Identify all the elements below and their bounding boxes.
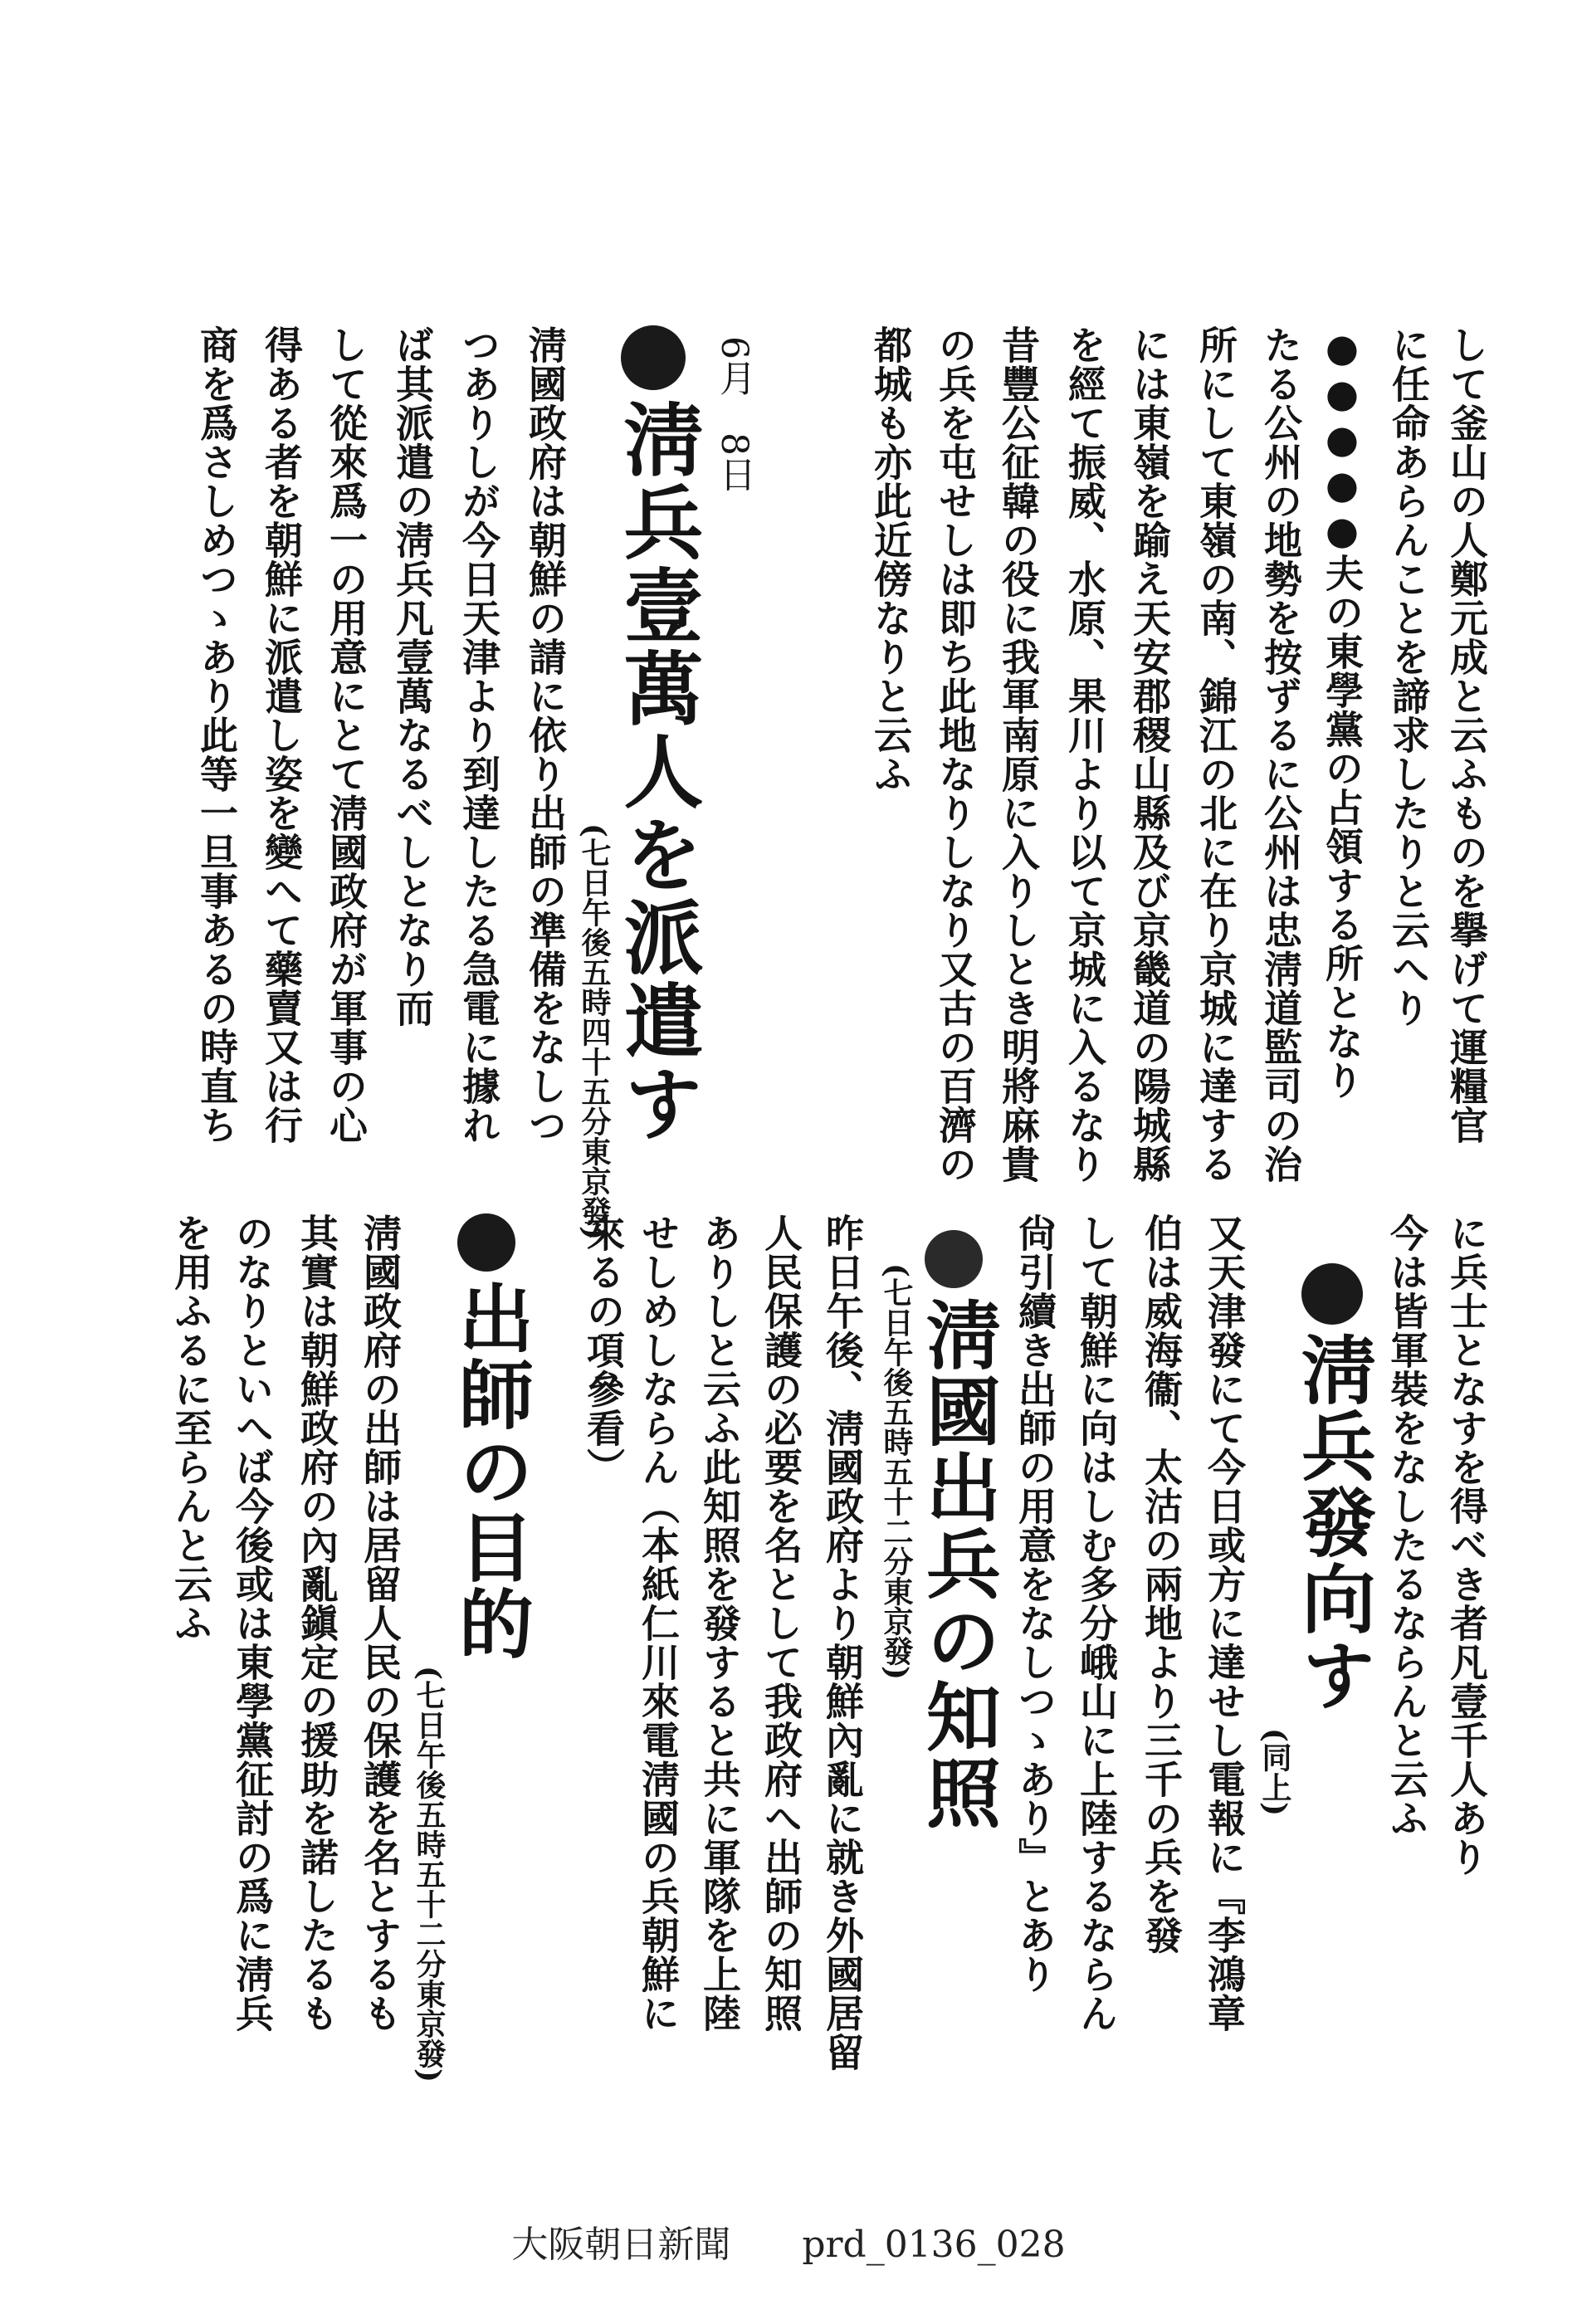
text-line: たる公州の地勢を按ずるに公州は忠淸道監司の治 bbox=[1258, 325, 1303, 1184]
text-line: 都城も亦此近傍なりと云ふ bbox=[868, 325, 913, 793]
text-line: ありしと云ふ此知照を發すると共に軍隊を上陸 bbox=[697, 1213, 742, 2033]
headline-bullet-icon bbox=[1301, 1263, 1363, 1325]
text-line: 伯は威海衞、太沽の兩地より三千の兵を發 bbox=[1139, 1213, 1184, 1955]
date-label: 6月 8日 bbox=[713, 336, 755, 492]
page-footer bbox=[0, 2214, 1577, 2268]
text-line: を用ふるに至らんと云ふ bbox=[168, 1213, 213, 1643]
dateline: (七日午後五時五十二分東京發) bbox=[412, 1666, 447, 2083]
text-line: を經て振威、水原、果川より以て京城に入るなり bbox=[1062, 325, 1107, 1184]
text-line: 淸國政府の出師は居留人民の保護を名とするも bbox=[358, 1213, 403, 2033]
top-right-article bbox=[818, 325, 1489, 1184]
text-line: 又天津發にて今日或方に達せし電報に『李鴻章 bbox=[1202, 1213, 1247, 2033]
source-name: 大阪朝日新聞 bbox=[511, 2224, 731, 2266]
text-line: 淸國政府は朝鮮の請に依り出師の準備をなしつ bbox=[523, 325, 568, 1145]
text-line: 得ある者を朝鮮に派遣し姿を變へて藥賣又は行 bbox=[259, 325, 304, 1145]
article-troops-10000 bbox=[174, 325, 705, 1241]
text-line: して釜山の人鄭元成と云ふものを擧げて運糧官 bbox=[1444, 325, 1489, 1145]
headline: 出師の目的 bbox=[446, 1280, 534, 1662]
text-line: 人民保護の必要を名として我政府へ出師の知照 bbox=[759, 1213, 803, 2033]
text-line: 來るの項參看） bbox=[581, 1213, 626, 1487]
text-line: には東嶺を踰え天安郡稷山縣及び京畿道の陽城縣 bbox=[1127, 325, 1172, 1184]
dateline: (七日午後五時四十五分東京發) bbox=[577, 823, 612, 1241]
dateline: (七日午後五時五十二分東京發) bbox=[879, 1263, 914, 1681]
dateline: (同上) bbox=[1257, 1728, 1292, 1817]
text-line: 昔豐公征韓の役に我軍南原に入りしとき明將麻貴 bbox=[996, 325, 1041, 1184]
text-line: ば其派遣の淸兵凡壹萬なるべしとなり而 bbox=[390, 325, 435, 1028]
text-line: 所にして東嶺の南、錦江の北に在り京城に達する bbox=[1194, 325, 1238, 1184]
text-line: に兵士となすを得べき者凡壹千人あり bbox=[1444, 1213, 1489, 1877]
bottom-right-section bbox=[581, 1213, 1489, 2072]
text-line: せしめしならん（本紙仁川來電淸國の兵朝鮮に bbox=[636, 1213, 681, 2033]
headline: 淸兵壹萬人を派遣す bbox=[611, 398, 705, 1145]
headline-bullet-icon bbox=[621, 325, 686, 390]
text-line: の兵を屯せしは即ち此地なりしなり又古の百濟の bbox=[933, 325, 978, 1184]
headline: 淸國出兵の知照 bbox=[913, 1296, 1001, 1831]
text-line: 商を爲さしめつゝあり此等一旦事あるの時直ち bbox=[194, 325, 239, 1145]
text-line: して朝鮮に向はしむ多分峨山に上陸するならん bbox=[1074, 1213, 1119, 2033]
headline-bullet-icon bbox=[925, 1230, 983, 1288]
headline: 淸兵發向す bbox=[1288, 1331, 1376, 1713]
text-line: ●●●●●夫の東學黨の占領する所となり bbox=[1320, 325, 1365, 1100]
text-line: 昨日午後、淸國政府より朝鮮內亂に就き外國居留 bbox=[820, 1213, 865, 2072]
text-line: のなりといへば今後或は東學黨征討の爲に淸兵 bbox=[230, 1213, 275, 2033]
text-line: つありしが今日天津より到達したる急電に據れ bbox=[456, 325, 501, 1145]
headline-bullet-icon bbox=[457, 1213, 515, 1272]
text-line: 其實は朝鮮政府の內亂鎭定の援助を諾したるも bbox=[295, 1213, 339, 2033]
text-line: 今は皆軍裝をなしたるならんと云ふ bbox=[1384, 1213, 1429, 1838]
text-line: に任命あらんことを諦求したりと云へり bbox=[1386, 325, 1431, 1028]
page-code: prd_0136_028 bbox=[802, 2224, 1066, 2266]
text-line: して從來爲一の用意にとて淸國政府が軍事の心 bbox=[324, 325, 369, 1145]
article-purpose-of-dispatch bbox=[168, 1213, 535, 2083]
text-line: 尙引續き出師の用意をなしつゝあり』とあり bbox=[1013, 1213, 1057, 1994]
